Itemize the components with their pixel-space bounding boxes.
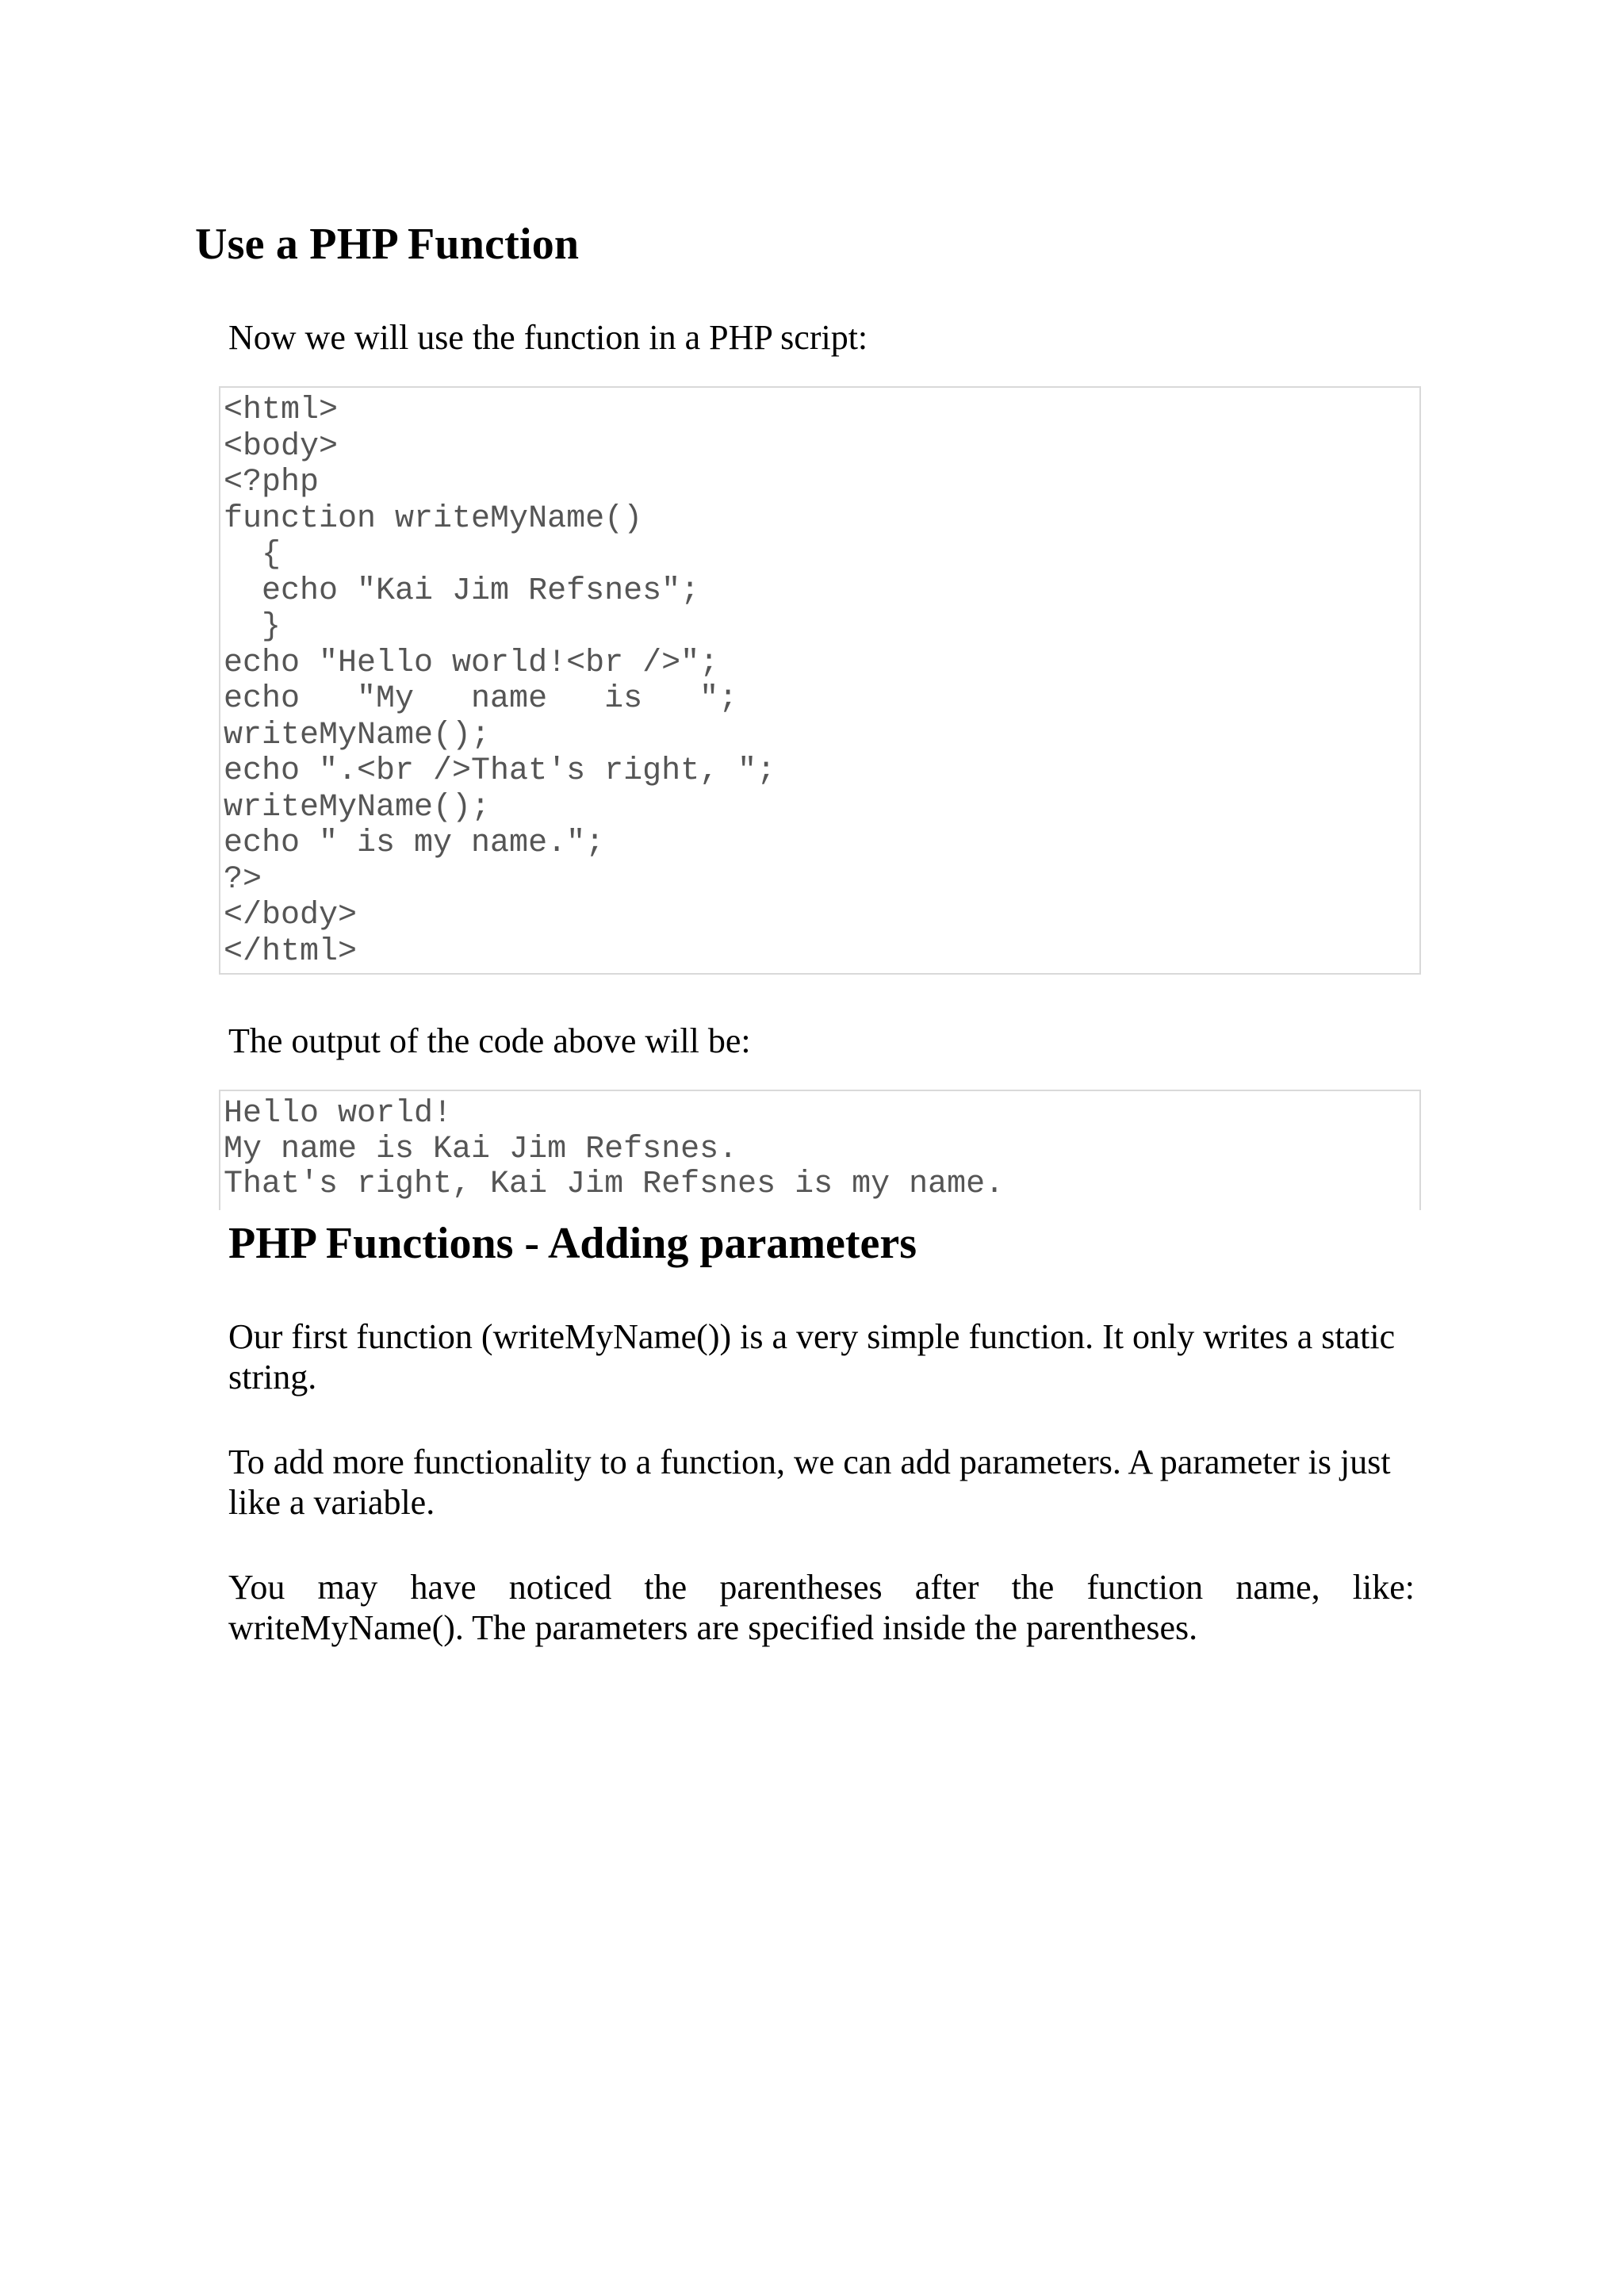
output-intro-paragraph: The output of the code above will be:	[228, 1021, 751, 1060]
paragraph-simple-function: Our first function (writeMyName()) is a very simple function. It only writes a static string.	[228, 1317, 1396, 1397]
paragraph-add-parameters: To add more functionality to a function, we can add parameters. A parameter is just like a variable.	[228, 1443, 1391, 1522]
output-example-box	[219, 1090, 1421, 1210]
section-heading-adding-parameters: PHP Functions - Adding parameters	[228, 1219, 917, 1268]
paragraph-parentheses: You may have noticed the parentheses after the function name, like: writeMyName(). The parameters are specified inside the parentheses.	[228, 1568, 1415, 1647]
intro-paragraph: Now we will use the function in a PHP script:	[228, 318, 868, 357]
code-example-box	[219, 386, 1421, 975]
php-code-listing: <html> <body> <?php function writeMyName() { echo "Kai Jim Refsnes"; } echo "Hello world!<br />"; echo "My name is "; writeMyName(); echo ".<br />That's right, "; writeMyName(); echo " is my name."; ?> </body> </html>	[224, 393, 776, 970]
code-output-listing: Hello world! My name is Kai Jim Refsnes. That's right, Kai Jim Refsnes is my name.	[224, 1096, 1005, 1202]
section-heading-use-php-function: Use a PHP Function	[195, 220, 580, 269]
